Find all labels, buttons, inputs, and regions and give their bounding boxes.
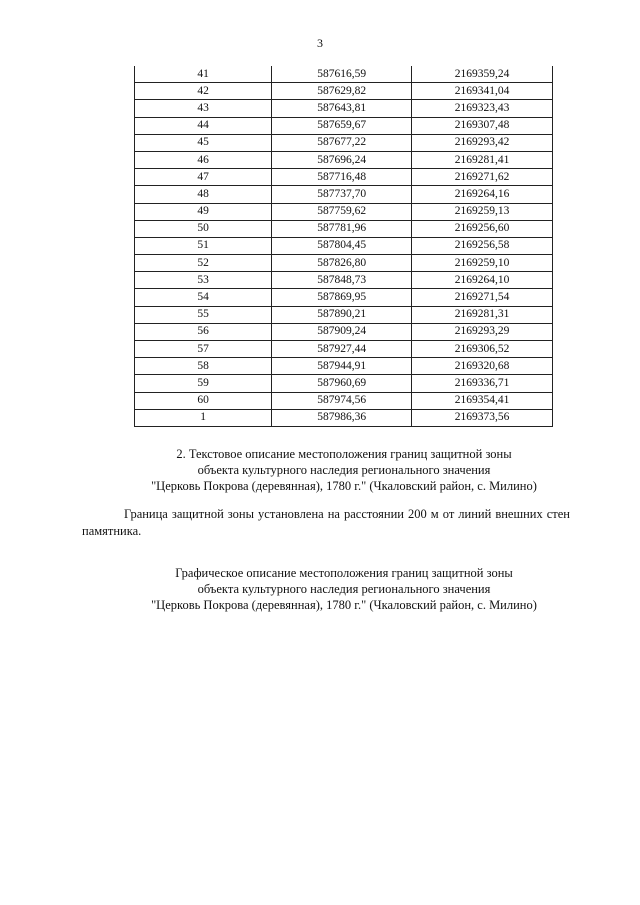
table-row xyxy=(135,220,553,237)
x-coordinate-cell: 587629,82 xyxy=(272,83,412,100)
x-coordinate-cell: 587759,62 xyxy=(272,203,412,220)
point-number-cell: 54 xyxy=(135,289,272,306)
x-coordinate-cell: 587960,69 xyxy=(272,375,412,392)
y-coordinate-cell: 2169259,13 xyxy=(412,203,553,220)
y-coordinate-cell: 2169306,52 xyxy=(412,341,553,358)
x-coordinate-cell: 587781,96 xyxy=(272,220,412,237)
point-number-cell: 53 xyxy=(135,272,272,289)
table-row xyxy=(135,409,553,426)
table-row xyxy=(135,100,553,117)
table-row xyxy=(135,392,553,409)
coordinates-table xyxy=(134,66,553,427)
table-row xyxy=(135,117,553,134)
table-row xyxy=(135,134,553,151)
x-coordinate-cell: 587890,21 xyxy=(272,306,412,323)
heading-line: "Церковь Покрова (деревянная), 1780 г." (Чкаловский район, с. Милино) xyxy=(151,598,537,612)
y-coordinate-cell: 2169359,24 xyxy=(412,66,553,83)
y-coordinate-cell: 2169271,62 xyxy=(412,169,553,186)
point-number-cell: 57 xyxy=(135,341,272,358)
point-number-cell: 42 xyxy=(135,83,272,100)
heading-line: объекта культурного наследия регионального значения xyxy=(197,582,491,596)
y-coordinate-cell: 2169307,48 xyxy=(412,117,553,134)
x-coordinate-cell: 587974,56 xyxy=(272,392,412,409)
y-coordinate-cell: 2169354,41 xyxy=(412,392,553,409)
x-coordinate-cell: 587826,80 xyxy=(272,255,412,272)
table-row xyxy=(135,306,553,323)
heading-line: Графическое описание местоположения границ защитной зоны xyxy=(175,566,513,580)
y-coordinate-cell: 2169293,42 xyxy=(412,134,553,151)
y-coordinate-cell: 2169271,54 xyxy=(412,289,553,306)
table-row xyxy=(135,289,553,306)
x-coordinate-cell: 587737,70 xyxy=(272,186,412,203)
y-coordinate-cell: 2169336,71 xyxy=(412,375,553,392)
y-coordinate-cell: 2169281,41 xyxy=(412,151,553,168)
heading-line: "Церковь Покрова (деревянная), 1780 г." (Чкаловский район, с. Милино) xyxy=(151,479,537,493)
y-coordinate-cell: 2169373,56 xyxy=(412,409,553,426)
point-number-cell: 48 xyxy=(135,186,272,203)
y-coordinate-cell: 2169323,43 xyxy=(412,100,553,117)
x-coordinate-cell: 587696,24 xyxy=(272,151,412,168)
point-number-cell: 51 xyxy=(135,237,272,254)
table-row xyxy=(135,203,553,220)
graphic-description-heading xyxy=(0,565,640,613)
x-coordinate-cell: 587643,81 xyxy=(272,100,412,117)
heading-line: 2. Текстовое описание местоположения границ защитной зоны xyxy=(176,447,512,461)
x-coordinate-cell: 587944,91 xyxy=(272,358,412,375)
y-coordinate-cell: 2169259,10 xyxy=(412,255,553,272)
point-number-cell: 1 xyxy=(135,409,272,426)
y-coordinate-cell: 2169281,31 xyxy=(412,306,553,323)
x-coordinate-cell: 587716,48 xyxy=(272,169,412,186)
point-number-cell: 52 xyxy=(135,255,272,272)
x-coordinate-cell: 587616,59 xyxy=(272,66,412,83)
coordinates-table-body xyxy=(135,66,553,426)
heading-line: объекта культурного наследия регионального значения xyxy=(197,463,491,477)
x-coordinate-cell: 587909,24 xyxy=(272,323,412,340)
point-number-cell: 55 xyxy=(135,306,272,323)
table-row xyxy=(135,323,553,340)
point-number-cell: 44 xyxy=(135,117,272,134)
table-row xyxy=(135,375,553,392)
point-number-cell: 47 xyxy=(135,169,272,186)
x-coordinate-cell: 587927,44 xyxy=(272,341,412,358)
point-number-cell: 58 xyxy=(135,358,272,375)
point-number-cell: 59 xyxy=(135,375,272,392)
point-number-cell: 60 xyxy=(135,392,272,409)
x-coordinate-cell: 587848,73 xyxy=(272,272,412,289)
page-number: 3 xyxy=(317,36,323,50)
boundary-paragraph xyxy=(82,506,570,540)
table-row xyxy=(135,358,553,375)
table-row xyxy=(135,83,553,100)
text-description-heading xyxy=(0,446,640,494)
x-coordinate-cell: 587659,67 xyxy=(272,117,412,134)
table-row xyxy=(135,169,553,186)
y-coordinate-cell: 2169256,58 xyxy=(412,237,553,254)
table-row xyxy=(135,237,553,254)
table-row xyxy=(135,255,553,272)
x-coordinate-cell: 587804,45 xyxy=(272,237,412,254)
point-number-cell: 56 xyxy=(135,323,272,340)
table-row xyxy=(135,341,553,358)
x-coordinate-cell: 587869,95 xyxy=(272,289,412,306)
point-number-cell: 41 xyxy=(135,66,272,83)
point-number-cell: 50 xyxy=(135,220,272,237)
point-number-cell: 43 xyxy=(135,100,272,117)
paragraph-text: Граница защитной зоны установлена на расстоянии 200 м от линий внешних стен памятника. xyxy=(82,507,570,538)
y-coordinate-cell: 2169264,10 xyxy=(412,272,553,289)
point-number-cell: 46 xyxy=(135,151,272,168)
table-row xyxy=(135,151,553,168)
y-coordinate-cell: 2169264,16 xyxy=(412,186,553,203)
y-coordinate-cell: 2169320,68 xyxy=(412,358,553,375)
point-number-cell: 45 xyxy=(135,134,272,151)
x-coordinate-cell: 587677,22 xyxy=(272,134,412,151)
y-coordinate-cell: 2169256,60 xyxy=(412,220,553,237)
x-coordinate-cell: 587986,36 xyxy=(272,409,412,426)
table-row xyxy=(135,272,553,289)
y-coordinate-cell: 2169293,29 xyxy=(412,323,553,340)
y-coordinate-cell: 2169341,04 xyxy=(412,83,553,100)
table-row xyxy=(135,66,553,83)
table-row xyxy=(135,186,553,203)
point-number-cell: 49 xyxy=(135,203,272,220)
